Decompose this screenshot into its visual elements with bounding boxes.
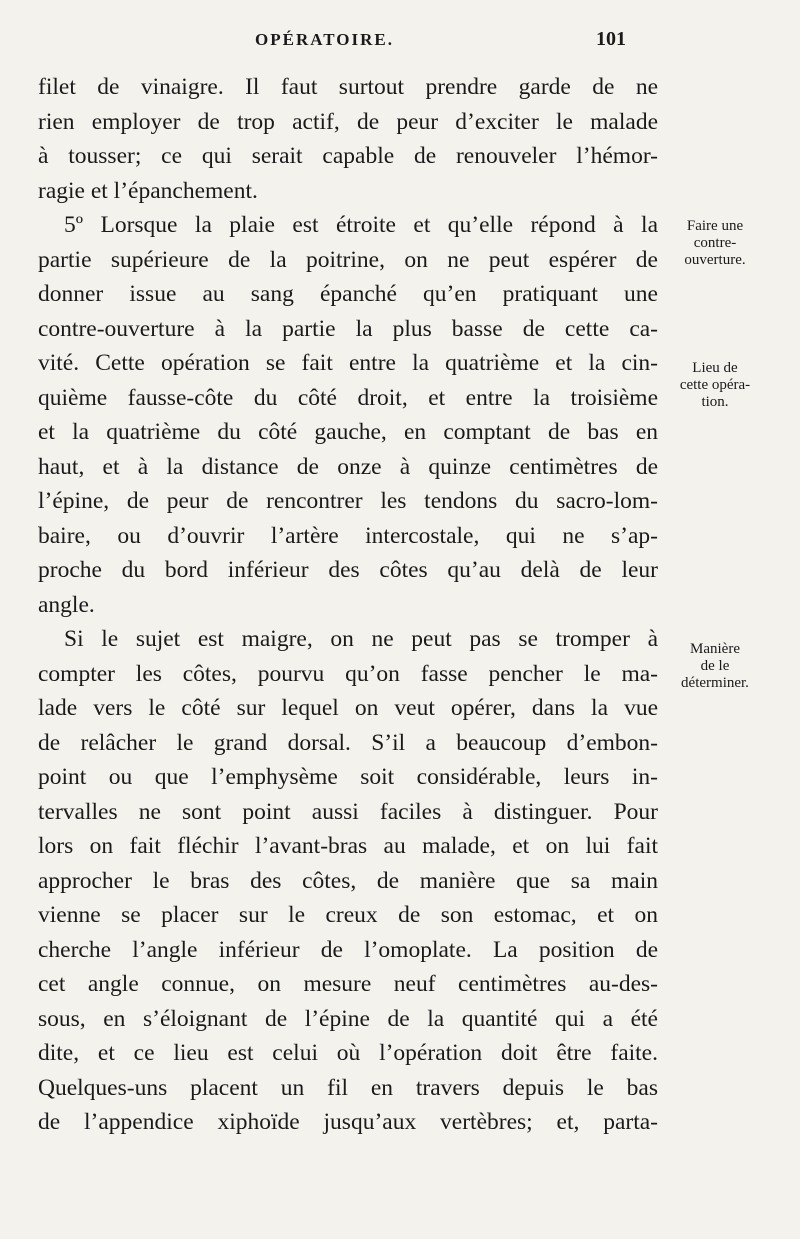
margin-note-line: ouverture. [684,252,746,268]
text-line: Quelques-uns placent un fil en travers depuis le bas [38,1074,658,1101]
text-line: l’épine, de peur de rencontrer les tendons du sacro-lom- [38,488,658,514]
text-line: vienne se placer sur le creux de son estomac, et on [38,902,658,928]
text-line: angle. [38,591,95,618]
text-line: dite, et ce lieu est celui où l’opération doit être faite. [38,1040,658,1066]
text-line: sous, en s’éloignant de l’épine de la quantité qui a été [38,1005,658,1032]
margin-note-line: Manière [690,641,740,657]
text-line: 5º Lorsque la plaie est étroite et qu’elle répond à la [64,212,658,238]
text-line: donner issue au sang épanché qu’en pratiquant une [38,281,658,307]
margin-note-line: Lieu de [692,360,738,376]
text-line: baire, ou d’ouvrir l’artère intercostale, qui ne s’ap- [38,522,658,549]
margin-note-contre-ouverture [660,218,770,269]
text-line: filet de vinaigre. Il faut surtout prendre garde de ne [38,74,658,100]
margin-note-line: contre- [693,235,737,251]
text-line: point ou que l’emphysème soit considérable, leurs in- [38,764,658,790]
margin-note-maniere [660,641,770,692]
text-line: haut, et à la distance de onze à quinze centimètres de [38,453,658,480]
text-line: à tousser; ce qui serait capable de renouveler l’hémor- [38,143,658,169]
text-line: lade vers le côté sur lequel on veut opérer, dans la vue [38,695,658,721]
margin-note-line: Faire une [686,218,744,234]
margin-note-line: tion. [701,394,729,410]
margin-note-line: cette opéra- [679,377,751,393]
text-line: ragie et l’épanchement. [38,177,258,204]
text-line: cherche l’angle inférieur de l’omoplate. La position de [38,936,658,963]
text-line: approcher le bras des côtes, de manière que sa main [38,867,658,894]
margin-note-line: de le [700,658,730,674]
margin-note-line: déterminer. [681,675,749,691]
margin-note-lieu-operation [660,360,770,411]
body-text [38,70,658,1140]
text-line: et la quatrième du côté gauche, en comptant de bas en [38,419,658,445]
text-line: de l’appendice xiphoïde jusqu’aux vertèbres; et, parta- [38,1109,658,1135]
page-number: 101 [596,28,626,50]
text-line: lors on fait fléchir l’avant-bras au malade, et on lui fait [38,833,658,859]
text-line: quième fausse-côte du côté droit, et entre la troisième [38,384,658,411]
running-title: OPÉRATOIRE. [255,30,394,49]
text-line: proche du bord inférieur des côtes qu’au delà de leur [38,557,658,583]
text-line: de relâcher le grand dorsal. S’il a beaucoup d’embon- [38,729,658,756]
text-line: cet angle connue, on mesure neuf centimètres au-des- [38,971,658,997]
text-line: contre-ouverture à la partie la plus basse de cette ca- [38,315,658,342]
text-line: Si le sujet est maigre, on ne peut pas se tromper à [64,626,658,652]
text-line: tervalles ne sont point aussi faciles à distinguer. Pour [38,798,658,825]
text-line: partie supérieure de la poitrine, on ne peut espérer de [38,246,658,273]
text-line: rien employer de trop actif, de peur d’exciter le malade [38,108,658,135]
text-line: compter les côtes, pourvu qu’on fasse pencher le ma- [38,660,658,687]
text-line: vité. Cette opération se fait entre la quatrième et la cin- [38,350,658,376]
